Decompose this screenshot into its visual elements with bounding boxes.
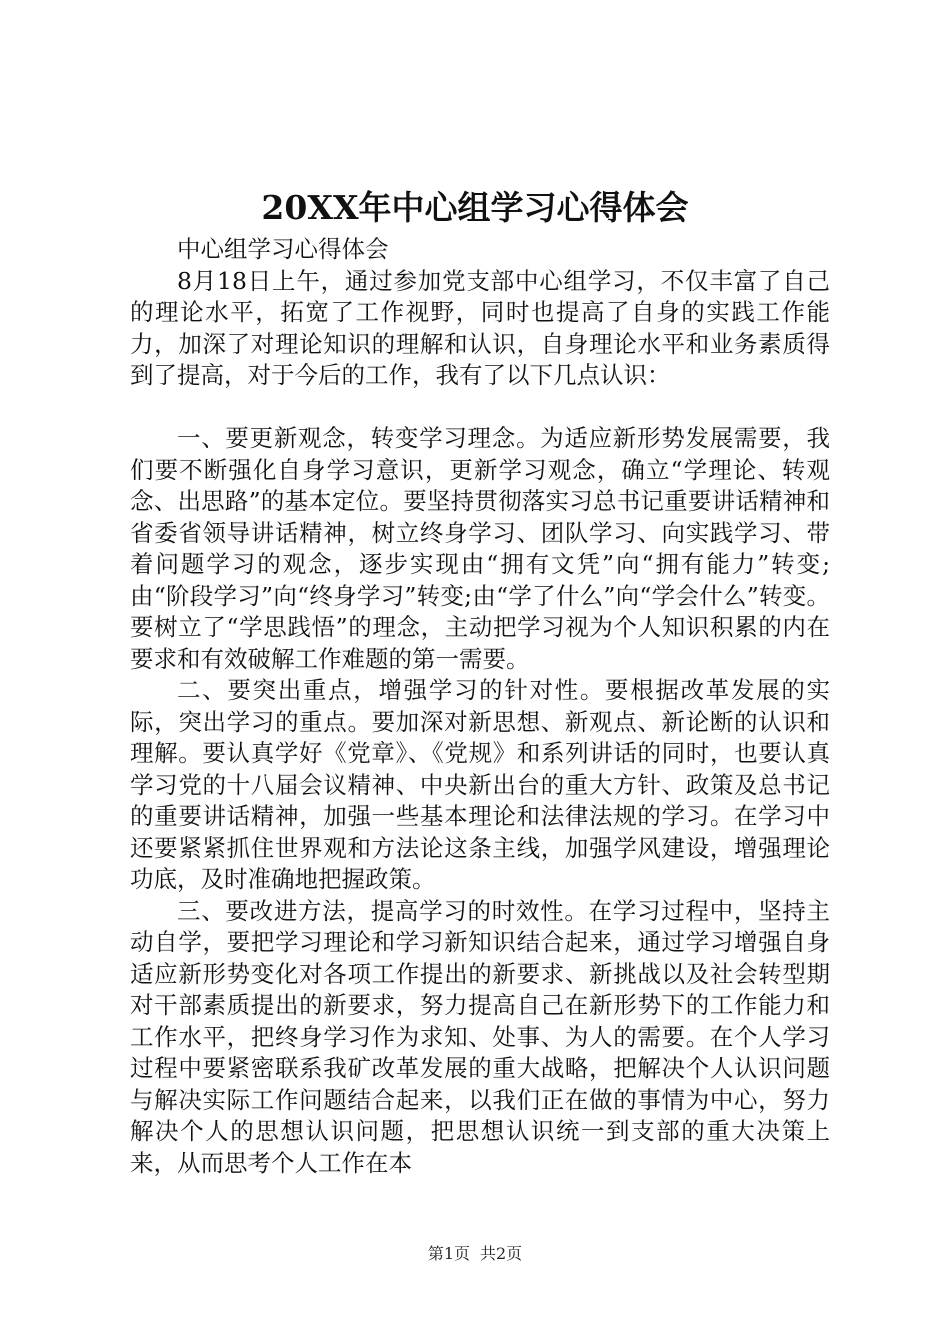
page-total: 共2页 <box>480 1244 523 1263</box>
document-body <box>130 234 830 1179</box>
paragraph-point-2: 二、要突出重点，增强学习的针对性。要根据改革发展的实际，突出学习的重点。要加深对新思想、新观点、新论断的认识和理解。要认真学好《党章》、《党规》和系列讲话的同时，也要认真学习党的十八届会议精神、中央新出台的重大方针、政策及总书记的重要讲话精神，加强一些基本理论和法律法规的学习。在学习中还要紧紧抓住世界观和方法论这条主线，加强学风建设，增强理论功底，及时准确地把握政策。 <box>130 676 830 893</box>
page-number: 第1页 <box>427 1244 470 1263</box>
page-footer <box>0 1242 950 1266</box>
document-title: 20XX年中心组学习心得体会 <box>261 188 689 227</box>
paragraph-point-3: 三、要改进方法，提高学习的时效性。在学习过程中，坚持主动自学，要把学习理论和学习新知识结合起来，通过学习增强自身适应新形势变化对各项工作提出的新要求、新挑战以及社会转型期对干部素质提出的新要求，努力提高自己在新形势下的工作能力和工作水平，把终身学习作为求知、处事、为人的需要。在个人学习过程中要紧密联系我矿改革发展的重大战略，把解决个人认识问题与解决实际工作问题结合起来，以我们正在做的事情为中心，努力解决个人的思想认识问题，把思想认识统一到支部的重大决策上来，从而思考个人工作在本 <box>130 896 830 1177</box>
paragraph-intro: 8月18日上午，通过参加党支部中心组学习，不仅丰富了自己的理论水平，拓宽了工作视野，同时也提高了自身的实践工作能力，加深了对理论知识的理解和认识，自身理论水平和业务素质得到了提高，对于今后的工作，我有了以下几点认识： <box>130 266 830 389</box>
paragraph-point-1: 一、要更新观念，转变学习理念。为适应新形势发展需要，我们要不断强化自身学习意识，更新学习观念，确立“学理论、转观念、出思路”的基本定位。要坚持贯彻落实习总书记重要讲话精神和省委省领导讲话精神，树立终身学习、团队学习、向实践学习、带着问题学习的观念，逐步实现由“拥有文凭”向“拥有能力”转变;由“阶段学习”向“终身学习”转变;由“学了什么”向“学会什么”转变。要树立了“学思践悟”的理念，主动把学习视为个人知识积累的内在要求和有效破解工作难题的第一需要。 <box>130 424 830 673</box>
document-subtitle: 中心组学习心得体会 <box>177 235 389 263</box>
paragraph-spacer <box>130 392 830 424</box>
